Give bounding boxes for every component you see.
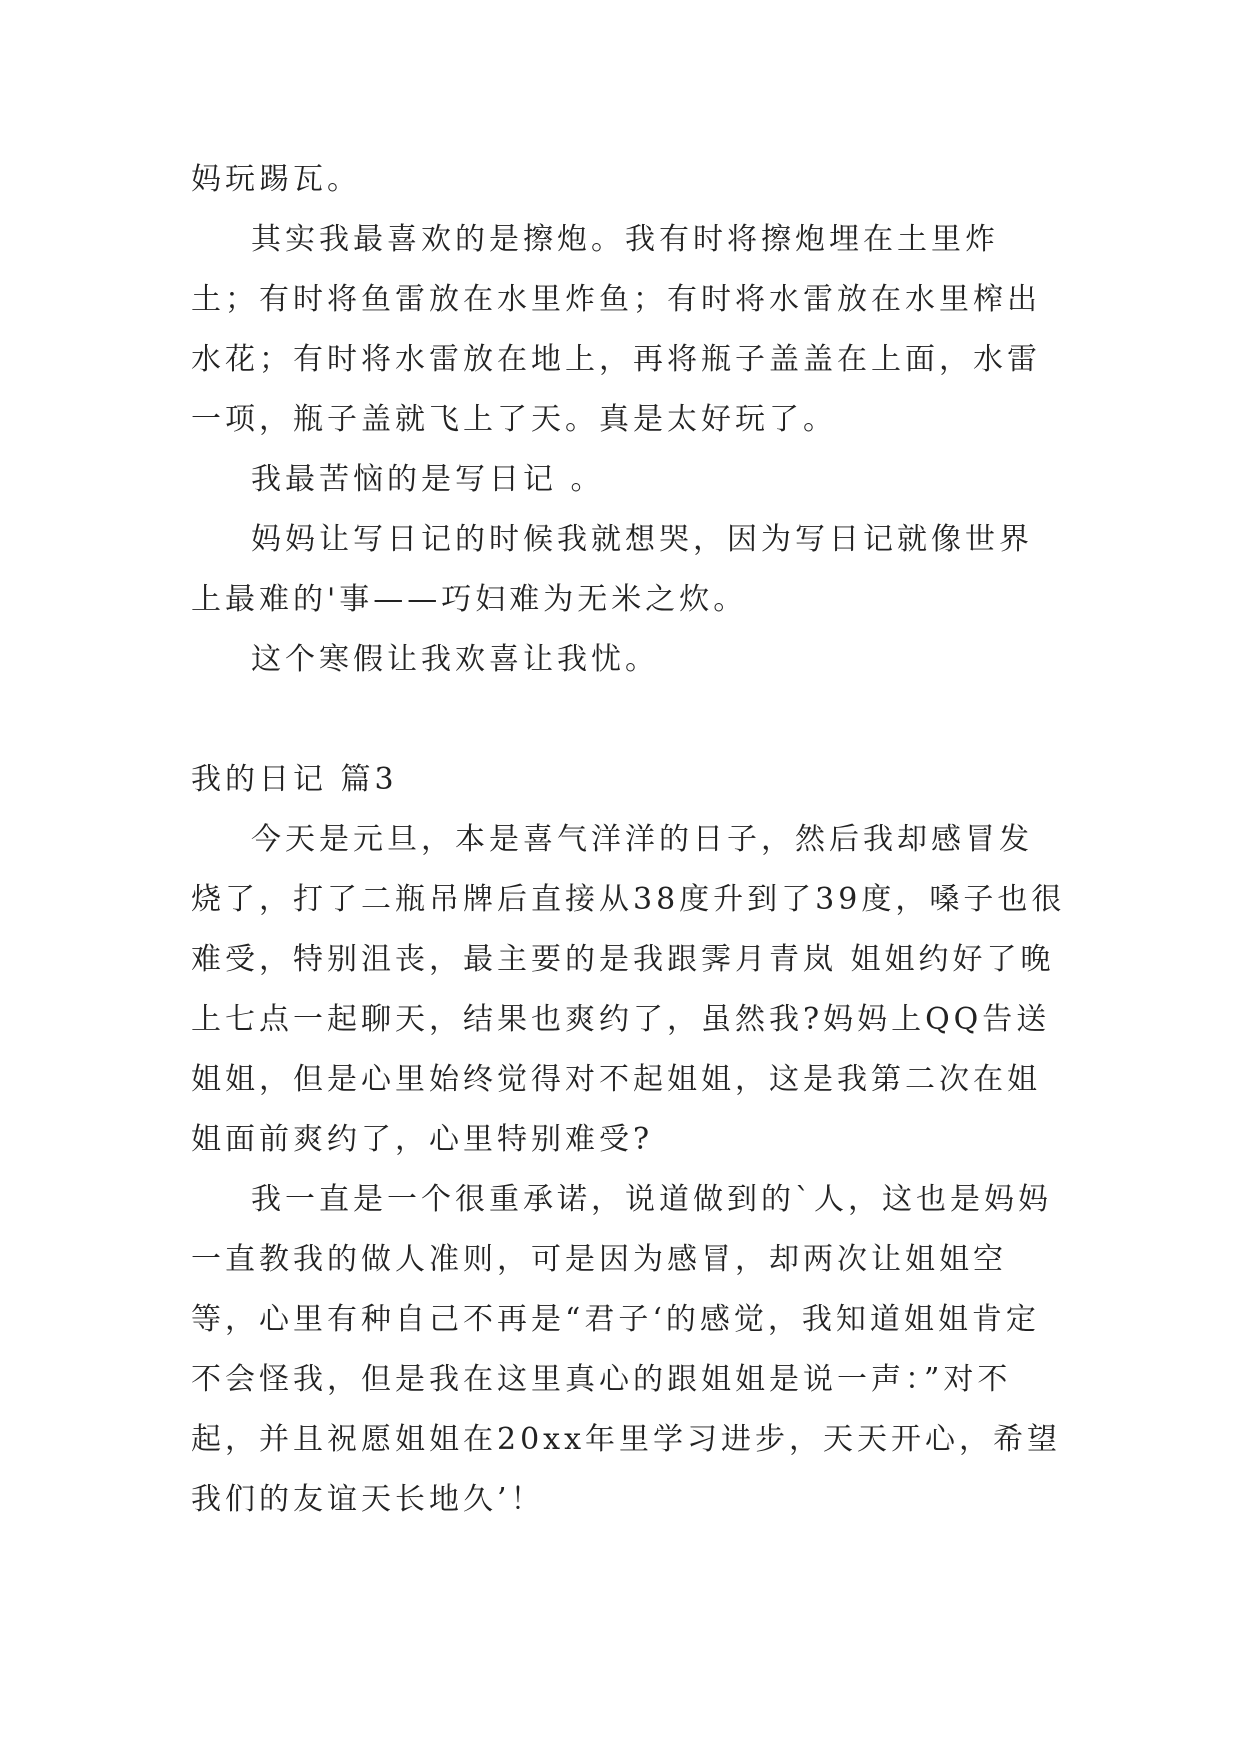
paragraph-diary-hard: 妈妈让写日记的时候我就想哭，因为写日记就像世界上最难的'事——巧妇难为无米之炊。 xyxy=(191,522,1033,617)
paragraph-diary-worry: 我最苦恼的是写日记 。 xyxy=(251,462,605,497)
paragraph-new-year: 今天是元旦，本是喜气洋洋的日子，然后我却感冒发烧了，打了二瓶吊牌后直接从38度升到了39度，嗓子也很难受，特别沮丧，最主要的是我跟霁月青岚 姐姐约好了晚上七点一起聊天，结果也爽约了，虽然我?妈妈上QQ告送姐姐，但是心里始终觉得对不起姐姐，这是我第二次在姐姐面前爽约了，心里特别难受? xyxy=(191,822,1066,1157)
paragraph-continuation: 妈玩踢瓦。 xyxy=(191,162,361,197)
paragraph-promise: 我一直是一个很重承诺，说道做到的`人，这也是妈妈一直教我的做人准则，可是因为感冒，却两次让姐姐空等，心里有种自己不再是“君子‘的感觉，我知道姐姐肯定不会怪我，但是我在这里真心的跟姐姐是说一声：”对不起，并且祝愿姐姐在20xx年里学习进步，天天开心，希望我们的友谊天长地久’！ xyxy=(191,1182,1062,1517)
paragraph-firecrackers: 其实我最喜欢的是擦炮。我有时将擦炮埋在土里炸土；有时将鱼雷放在水里炸鱼；有时将水雷放在水里榨出水花；有时将水雷放在地上，再将瓶子盖盖在上面，水雷一项，瓶子盖就飞上了天。真是太好玩了。 xyxy=(191,222,1041,437)
section-title: 我的日记 篇3 xyxy=(191,762,398,797)
document-body xyxy=(191,150,1066,1530)
paragraph-winter-break: 这个寒假让我欢喜让我忧。 xyxy=(251,642,659,677)
